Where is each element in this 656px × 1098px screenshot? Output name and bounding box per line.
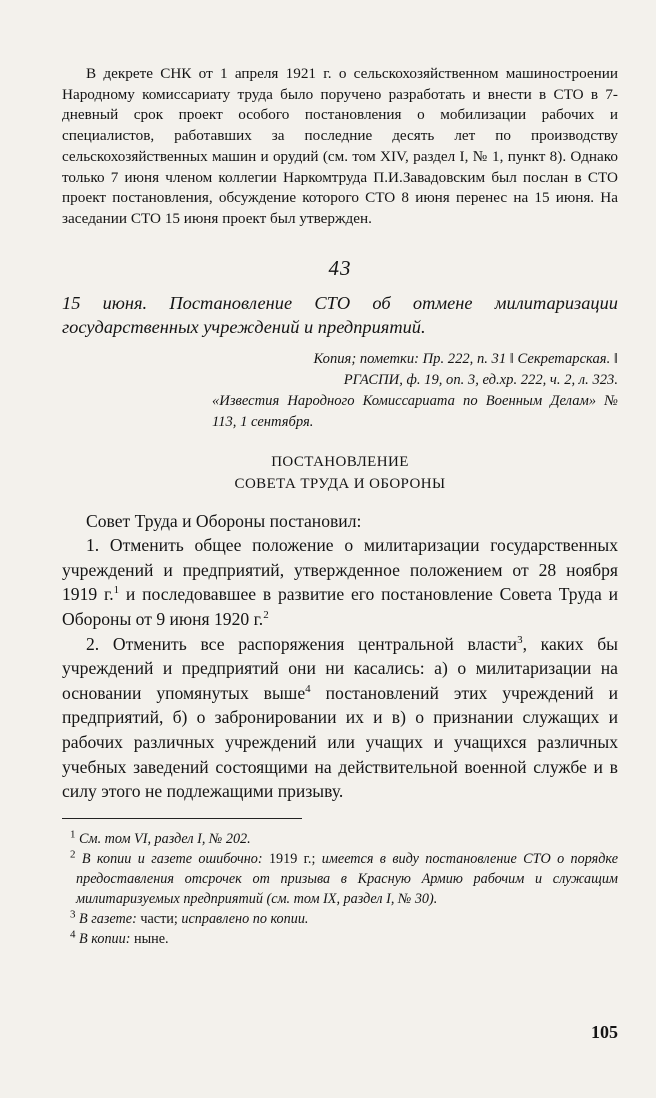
document-page [62,64,618,949]
opening-line: Совет Труда и Обороны постановил: [86,510,362,531]
footnote-ref-1: 1 [113,584,120,597]
footnote-ref-3: 3 [517,633,523,646]
intro-paragraph: В декрете СНК от 1 апреля 1921 г. о сельскохозяйственном машиностроении Народному комиссариату труда было поручено разработать и внести в СТО в 7-дневный срок проект особого постановления о мобилизации рабочих и специалистов, работавших за последние десять лет по производству сельскохозяйственных машин и орудий (см. том XIV, раздел I, № 1, пункт 8). Однако только 7 июня членом коллегии Наркомтруда П.И.Завадовским был послан в СТО проект постановления, обсуждение которого СТО 8 июня перенес на 15 июня. На заседании СТО 15 июня проект был утвержден. [62,65,618,227]
footnote-4: $^4$ В копии: ныне. [70,928,169,947]
resolution-heading [62,451,618,495]
resolution-body [62,509,618,804]
footnote-ref-4: 4 [305,682,311,695]
source-line-newspaper: «Известия Народного Комиссариата по Военным Делам» № 113, 1 сентября. [212,392,618,430]
archival-sources [62,349,618,433]
footnote-divider [62,818,302,819]
footnotes [62,829,618,949]
document-number: 43 [328,255,352,280]
footnote-1: $^1$ См. том VI, раздел I, № 202. [70,828,251,847]
heading-line-2: СОВЕТА ТРУДА И ОБОРОНЫ [234,475,446,492]
document-title: 15 июня. Постановление СТО об отмене милитаризации государственных учреждений и предприятий. [62,292,618,337]
footnote-2: $^2$ В копии и газете ошибочно: 1919 г.; имеется в виду постановление СТО о порядке предоставления отсрочек от призыва в Красную Армию рабочим и служащим милитаризуемых предприятий (см. том IX, раздел I, № 30). [70,848,619,907]
paragraph-1: 1. Отменить общее положение о милитаризации государственных учреждений и предприятий, утвержденное положением от 28 ноября 1919 г.$^1$ и последовавшее в развитие его постановление Совета Труда и Обороны от 9 июня 1920 г.$^2$ [62,535,618,629]
heading-line-1: ПОСТАНОВЛЕНИЕ [271,453,409,470]
page-number: 105 [591,1022,618,1042]
footnote-3: $^3$ В газете: части; исправлено по копии. [70,908,309,927]
paragraph-2: 2. Отменить все распоряжения центральной власти$^3$, каких бы учреждений и предприятий они ни касались: а) о милитаризации на основании упомянутых выше$^4$ постановлений этих учреждений и предприятий, б) о забронировании их и в) о признании служащих и рабочих различных учреждений или учащих и учащихся различных учебных заведений состоящими на действительной военной службе и в силу этого не подлежащими призыву. [62,633,618,802]
source-line-archive: РГАСПИ, ф. 19, оп. 3, ед.хр. 222, ч. 2, л. 323. [343,371,618,388]
footnote-ref-2: 2 [263,609,269,622]
source-line-copy: Копия; пометки: Пр. 222, п. 31 ‖ Секретарская. ‖ [313,350,618,367]
